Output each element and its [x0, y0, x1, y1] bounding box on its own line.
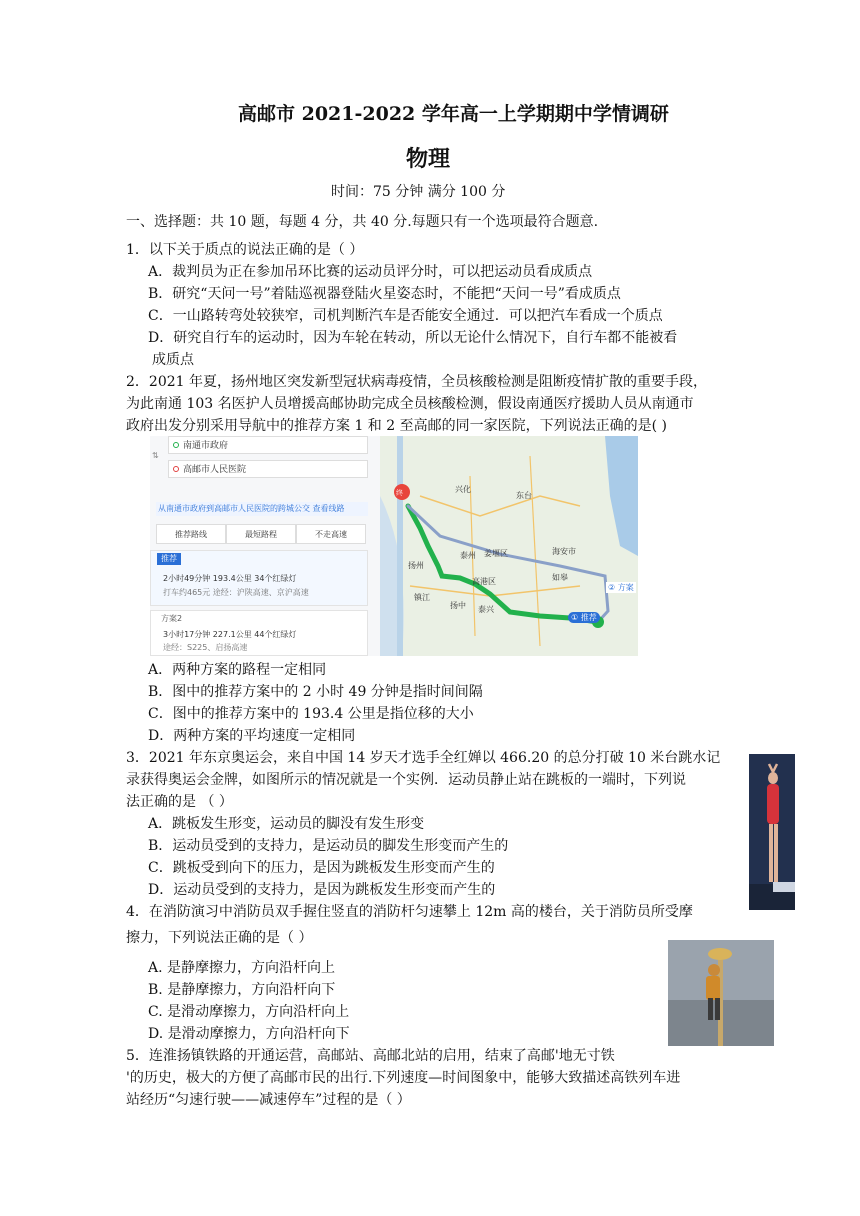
plan2-summary: 3小时17分钟 227.1公里 44个红绿灯	[163, 630, 297, 639]
plan2-tag: 方案2	[161, 614, 183, 623]
marker-recommended: ① 推荐	[568, 612, 600, 623]
plan2-detail: 途经：S225、启扬高速	[163, 643, 248, 652]
marker-plan2: ② 方案	[608, 583, 634, 592]
q5-line-1: 5．连淮扬镇铁路的开通运营，高邮站、高邮北站的启用，结束了高邮'地无寸铁	[126, 1048, 615, 1064]
place-label: 扬州	[408, 561, 424, 570]
q2-line-1: 2．2021 年夏，扬州地区突发新型冠状病毒疫情，全员核酸检测是阻断疫情扩散的重要手段，	[126, 374, 707, 390]
q2-option-b: B．图中的推荐方案中的 2 小时 49 分钟是指时间间隔	[148, 684, 483, 700]
diver-photo	[749, 754, 795, 910]
time-info: 时间：75 分钟 满分 100 分	[331, 184, 506, 200]
map-view	[380, 436, 638, 656]
q3-option-d: D．运动员受到的支持力，是因为跳板发生形变而产生的	[148, 882, 496, 898]
q4-option-a: A. 是静摩擦力，方向沿杆向上	[148, 960, 336, 976]
q3-option-b: B．运动员受到的支持力，是运动员的脚发生形变而产生的	[148, 838, 509, 854]
subject-title: 物理	[406, 146, 451, 172]
section-heading: 一、选择题：共 10 题，每题 4 分，共 40 分.每题只有一个选项最符合题意.	[126, 214, 599, 230]
route-panel	[150, 436, 381, 656]
place-label: 泰州	[460, 551, 476, 560]
q2-line-3: 政府出发分别采用导航中的推荐方案 1 和 2 至高邮的同一家医院，下列说法正确的是( )	[126, 418, 667, 434]
origin-dot-icon	[173, 442, 179, 448]
q4-option-c: C. 是滑动摩擦力，方向沿杆向上	[148, 1004, 350, 1020]
swap-icon: ⇅	[152, 451, 159, 460]
firefighter-photo	[668, 940, 774, 1046]
q4-line-1: 4．在消防演习中消防员双手握住竖直的消防杆匀速攀上 12m 高的楼台，关于消防员所受摩	[126, 904, 693, 920]
origin-field: 南通市政府	[168, 436, 368, 454]
q4-option-b: B. 是静摩擦力，方向沿杆向下	[148, 982, 336, 998]
q1-option-d-cont: 成质点	[152, 352, 194, 368]
map-graphic	[380, 436, 638, 656]
place-label: 姜堰区	[484, 549, 508, 558]
plan1-tag: 推荐	[157, 553, 181, 565]
place-label: 如皋	[552, 573, 568, 582]
q4-line-2: 擦力，下列说法正确的是（ ）	[126, 930, 313, 946]
q5-line-3: 站经历“匀速行驶——减速停车”过程的是（ ）	[126, 1092, 411, 1108]
plan2-card	[150, 610, 368, 656]
q1-option-b: B．研究“天问一号”着陆巡视器登陆火星姿态时，不能把“天问一号”看成质点	[148, 286, 621, 302]
place-label: 扬中	[450, 601, 466, 610]
q2-option-c: C．图中的推荐方案中的 193.4 公里是指位移的大小	[148, 706, 474, 722]
q3-line-3: 法正确的是 （ ）	[126, 794, 233, 810]
plan1-card	[150, 550, 368, 606]
plan1-detail: 打车约465元 途经：沪陕高速、京沪高速	[163, 588, 309, 597]
q2-option-a: A．两种方案的路程一定相同	[148, 662, 327, 678]
place-label: 海安市	[552, 547, 576, 556]
tab-shortest: 最短路程	[226, 524, 296, 544]
q3-line-2: 录获得奥运会金牌，如图所示的情况就是一个实例．运动员静止站在跳板的一端时，下列说	[126, 772, 686, 788]
diver-graphic	[749, 754, 795, 910]
q1-stem: 1．以下关于质点的说法正确的是（ ）	[126, 242, 364, 258]
place-label: 泰兴	[478, 605, 494, 614]
bus-notice: 从南通市政府到高邮市人民医院的跨城公交 查看线路	[156, 502, 368, 516]
place-label: 东台	[516, 491, 532, 500]
q5-line-2: '的历史，极大的方便了高邮市民的出行.下列速度—时间图象中，能够大致描述高铁列车进	[126, 1070, 681, 1086]
q2-line-2: 为此南通 103 名医护人员增援高邮协助完成全员核酸检测，假设南通医疗援助人员从南通市	[126, 396, 694, 412]
q3-option-c: C．跳板受到向下的压力，是因为跳板发生形变而产生的	[148, 860, 495, 876]
q3-option-a: A．跳板发生形变，运动员的脚没有发生形变	[148, 816, 425, 832]
place-label: 兴化	[455, 485, 471, 494]
destination-dot-icon	[173, 466, 179, 472]
navigation-map-image	[150, 436, 638, 656]
destination-field: 高邮市人民医院	[168, 460, 368, 478]
q1-option-a: A．裁判员为正在参加吊环比赛的运动员评分时，可以把运动员看成质点	[148, 264, 593, 280]
place-label: 高港区	[472, 577, 496, 586]
q4-option-d: D. 是滑动摩擦力，方向沿杆向下	[148, 1026, 350, 1042]
plan1-summary: 2小时49分钟 193.4公里 34个红绿灯	[163, 574, 297, 583]
q3-line-1: 3．2021 年东京奥运会，来自中国 14 岁天才选手全红婵以 466.20 的总分打破 10 米台跳水记	[126, 750, 721, 766]
q1-option-c: C．一山路转弯处较狭窄，司机判断汽车是否能安全通过．可以把汽车看成一个质点	[148, 308, 663, 324]
place-label: 镇江	[414, 593, 430, 602]
exam-title: 高邮市 2021-2022 学年高一上学期期中学情调研	[238, 103, 669, 125]
tab-recommended: 推荐路线	[156, 524, 226, 544]
tab-no-highway: 不走高速	[296, 524, 366, 544]
q1-option-d: D．研究自行车的运动时，因为车轮在转动，所以无论什么情况下，自行车都不能被看	[148, 330, 678, 346]
firefighter-graphic	[668, 940, 774, 1046]
q2-option-d: D．两种方案的平均速度一定相同	[148, 728, 356, 744]
svg-text:终: 终	[396, 489, 403, 497]
